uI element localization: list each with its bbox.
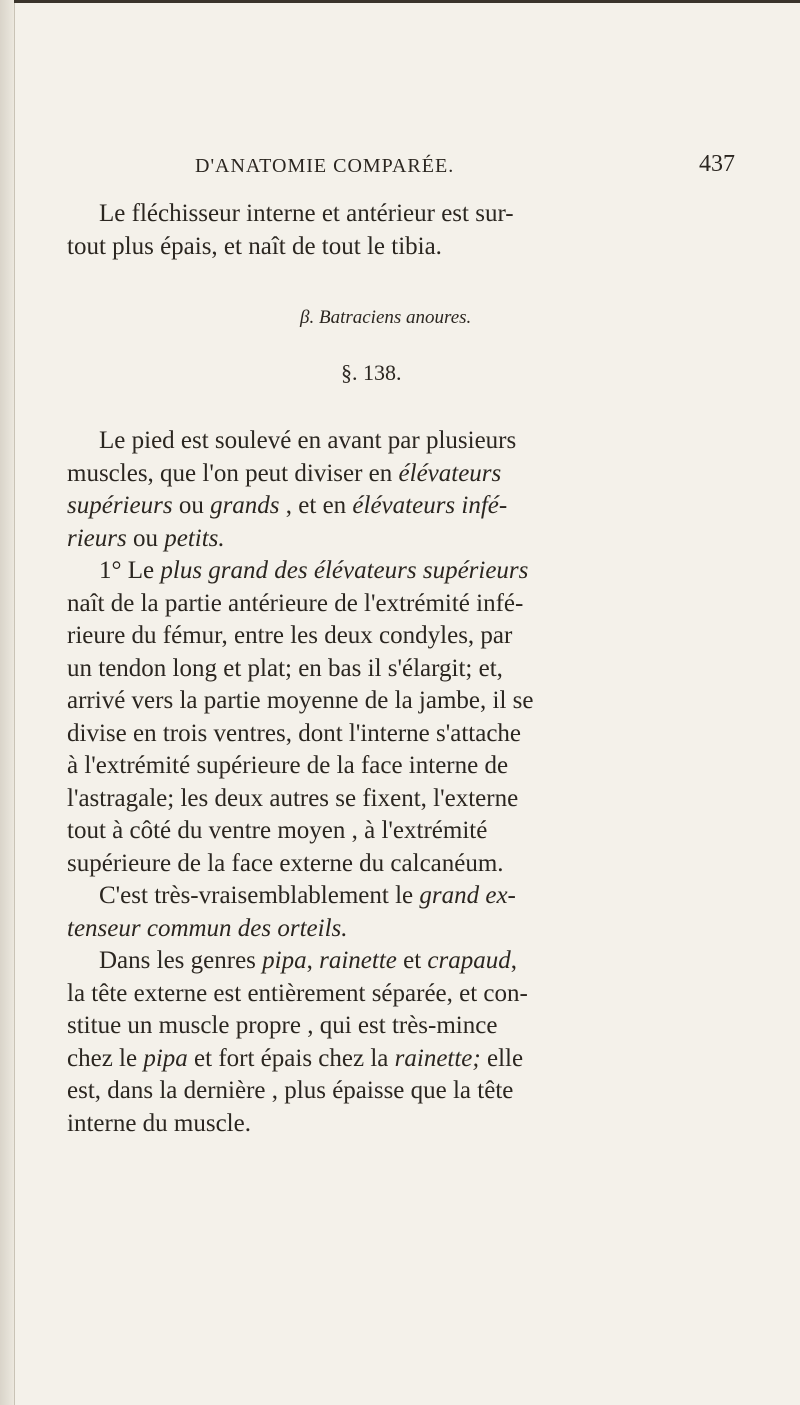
- para2-line: [67, 555, 737, 588]
- para2-line: à l'extrémité supérieure de la face interne de: [67, 752, 509, 779]
- binding-gutter: [0, 0, 15, 1405]
- section-number: §. 138.: [341, 360, 402, 385]
- italic-term: pipa: [262, 947, 307, 974]
- para4-line: stitue un muscle propre , qui est très-mince: [67, 1012, 498, 1039]
- text-span: muscles, que l'on peut diviser en: [67, 459, 399, 487]
- para1-line: [67, 523, 737, 556]
- italic-term: supérieurs: [67, 492, 173, 519]
- para3-line: [67, 913, 737, 946]
- text-span: C'est très-vraisemblablement le: [99, 882, 420, 909]
- para2-line: arrivé vers la partie moyenne de la jambe, il se: [67, 687, 534, 714]
- italic-term: rainette;: [394, 1044, 481, 1072]
- italic-term: élévateurs: [398, 459, 502, 487]
- subsection-title: [300, 307, 471, 329]
- page-number: 437: [699, 151, 735, 177]
- running-title: D'ANATOMIE COMPARÉE.: [195, 155, 455, 177]
- intro-line: tout plus épais, et naît de tout le tibia.: [67, 232, 442, 260]
- para2-line: supérieure de la face externe du calcanéum.: [67, 849, 504, 877]
- italic-term: pipa: [143, 1044, 188, 1072]
- text-span: ou: [126, 524, 165, 552]
- para3-line: [67, 880, 737, 913]
- intro-paragraph: [67, 198, 737, 263]
- top-rule: [14, 0, 800, 3]
- text-span: ou: [172, 492, 211, 519]
- para2-line: divise en trois ventres, dont l'interne s'attache: [67, 719, 522, 747]
- italic-term: plus grand des élévateurs supérieurs: [160, 557, 529, 584]
- para1-line: [67, 490, 737, 523]
- page-header: [195, 151, 735, 187]
- italic-term: rainette: [319, 947, 397, 974]
- subsection-marker: β.: [300, 307, 315, 328]
- italic-term: rieurs: [67, 524, 127, 552]
- italic-term: crapaud: [427, 947, 511, 974]
- para1-line: Le pied est soulevé en avant par plusieurs: [99, 427, 517, 454]
- text-span: et: [396, 947, 428, 974]
- intro-line: Le fléchisseur interne et antérieur est sur-: [99, 200, 514, 227]
- text-span: , et en: [279, 492, 353, 519]
- para4-line: [67, 945, 737, 978]
- para4-line: est, dans la dernière , plus épaisse que la tête: [67, 1077, 514, 1104]
- para4-line: la tête externe est entièrement séparée, et con-: [67, 979, 528, 1007]
- para2-line: tout à côté du ventre moyen , à l'extrémité: [67, 817, 488, 844]
- italic-term: tenseur commun des orteils.: [67, 914, 348, 942]
- body-text: [67, 425, 737, 1140]
- para4-line: [67, 1043, 737, 1076]
- para4-line: interne du muscle.: [67, 1109, 251, 1137]
- text-span: elle: [480, 1044, 524, 1072]
- text-span: et fort épais chez la: [187, 1044, 395, 1072]
- italic-term: élévateurs infé-: [352, 492, 508, 519]
- para2-line: rieure du fémur, entre les deux condyles, par: [67, 622, 513, 649]
- para2-line: naît de la partie antérieure de l'extrémité infé-: [67, 589, 524, 617]
- para2-line: un tendon long et plat; en bas il s'élargit; et,: [67, 654, 503, 682]
- subsection-text: Batraciens anoures.: [318, 307, 472, 328]
- italic-term: grands: [210, 492, 280, 519]
- para1-line: [67, 458, 737, 491]
- text-span: ,: [306, 947, 320, 974]
- text-span: chez le: [67, 1044, 144, 1072]
- para2-line: l'astragale; les deux autres se fixent, l'externe: [67, 784, 519, 812]
- text-span: Dans les genres: [99, 947, 263, 974]
- italic-term: grand ex-: [419, 882, 516, 909]
- text-span: 1° Le: [99, 557, 161, 584]
- italic-term: petits.: [164, 524, 225, 552]
- text-span: ,: [510, 947, 517, 974]
